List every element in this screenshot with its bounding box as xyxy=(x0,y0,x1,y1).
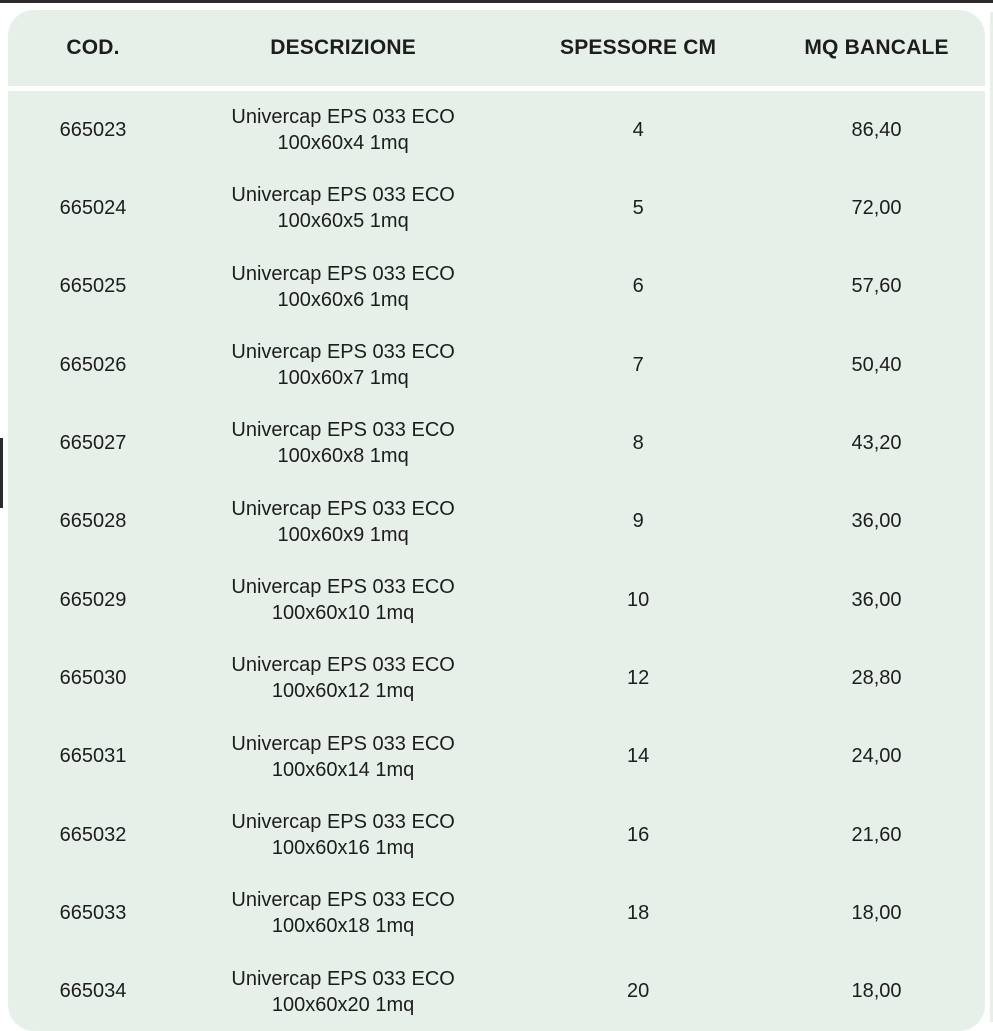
description-line-2: 100x60x5 1mq xyxy=(277,210,409,233)
description-line-2: 100x60x8 1mq xyxy=(277,445,409,468)
table-row xyxy=(8,483,985,561)
table-row xyxy=(8,91,985,169)
spessore-cell: 14 xyxy=(627,745,650,768)
spessore-cell: 8 xyxy=(632,431,644,454)
description-line-1: Univercap EPS 033 ECO xyxy=(231,262,455,285)
description-cell xyxy=(178,182,508,234)
header-cod: COD. xyxy=(66,36,120,59)
description-line-2: 100x60x14 1mq xyxy=(271,758,415,781)
spessore-cell: 12 xyxy=(627,666,650,689)
description-cell xyxy=(178,496,508,548)
spessore-cell: 4 xyxy=(632,118,644,141)
description-line-2: 100x60x20 1mq xyxy=(271,993,415,1016)
spessore-cell: 6 xyxy=(632,275,644,298)
mq-bancale-cell: 21,60 xyxy=(851,823,902,846)
header-descrizione: DESCRIZIONE xyxy=(270,36,416,59)
table-row xyxy=(8,639,985,717)
mq-bancale-cell: 50,40 xyxy=(851,353,902,376)
description-cell xyxy=(178,652,508,704)
description-line-2: 100x60x7 1mq xyxy=(277,367,409,390)
table-row xyxy=(8,796,985,874)
cod-cell: 665028 xyxy=(59,510,127,533)
description-line-1: Univercap EPS 033 ECO xyxy=(231,341,455,364)
cod-cell: 665029 xyxy=(59,588,127,611)
description-cell xyxy=(178,887,508,939)
description-cell xyxy=(178,417,508,469)
spessore-cell: 16 xyxy=(627,823,650,846)
table-body xyxy=(8,91,985,1031)
description-line-1: Univercap EPS 033 ECO xyxy=(231,654,455,677)
mq-bancale-cell: 36,00 xyxy=(851,588,902,611)
description-line-1: Univercap EPS 033 ECO xyxy=(231,576,455,599)
mq-bancale-cell: 43,20 xyxy=(851,431,902,454)
description-line-2: 100x60x16 1mq xyxy=(271,837,415,860)
table-row xyxy=(8,718,985,796)
mq-bancale-cell: 36,00 xyxy=(851,510,902,533)
header-spessore-cm: SPESSORE CM xyxy=(560,36,717,59)
cod-cell: 665026 xyxy=(59,353,127,376)
mq-bancale-cell: 18,00 xyxy=(851,901,902,924)
description-line-2: 100x60x12 1mq xyxy=(271,680,415,703)
header-mq-bancale: MQ BANCALE xyxy=(804,36,949,59)
mq-bancale-cell: 86,40 xyxy=(851,118,902,141)
table-row xyxy=(8,326,985,404)
cod-cell: 665023 xyxy=(59,118,127,141)
description-line-1: Univercap EPS 033 ECO xyxy=(231,419,455,442)
description-line-1: Univercap EPS 033 ECO xyxy=(231,889,455,912)
cod-cell: 665024 xyxy=(59,196,127,219)
table-row xyxy=(8,874,985,952)
cod-cell: 665027 xyxy=(59,431,127,454)
description-cell xyxy=(178,731,508,783)
description-line-2: 100x60x18 1mq xyxy=(271,915,415,938)
description-line-1: Univercap EPS 033 ECO xyxy=(231,732,455,755)
table-row xyxy=(8,561,985,639)
table-header-row xyxy=(8,10,985,91)
cod-cell: 665032 xyxy=(59,823,127,846)
description-cell xyxy=(178,966,508,1018)
product-table-panel xyxy=(8,10,985,1031)
description-cell xyxy=(178,104,508,156)
description-line-2: 100x60x9 1mq xyxy=(277,523,409,546)
table-row xyxy=(8,169,985,247)
description-cell xyxy=(178,339,508,391)
mq-bancale-cell: 28,80 xyxy=(851,666,902,689)
cod-cell: 665031 xyxy=(59,745,127,768)
spessore-cell: 5 xyxy=(632,196,644,219)
description-line-1: Univercap EPS 033 ECO xyxy=(231,497,455,520)
description-line-2: 100x60x4 1mq xyxy=(277,132,409,155)
mq-bancale-cell: 18,00 xyxy=(851,980,902,1003)
cod-cell: 665025 xyxy=(59,275,127,298)
cod-cell: 665030 xyxy=(59,666,127,689)
mq-bancale-cell: 72,00 xyxy=(851,196,902,219)
mq-bancale-cell: 24,00 xyxy=(851,745,902,768)
spessore-cell: 20 xyxy=(627,980,650,1003)
table-row xyxy=(8,953,985,1031)
page-top-edge-line xyxy=(0,0,993,3)
table-row xyxy=(8,404,985,482)
description-cell xyxy=(178,261,508,313)
description-line-1: Univercap EPS 033 ECO xyxy=(231,811,455,834)
cod-cell: 665033 xyxy=(59,901,127,924)
description-line-1: Univercap EPS 033 ECO xyxy=(231,967,455,990)
description-cell xyxy=(178,809,508,861)
spessore-cell: 9 xyxy=(632,510,644,533)
description-cell xyxy=(178,574,508,626)
cod-cell: 665034 xyxy=(59,980,127,1003)
spessore-cell: 7 xyxy=(632,353,644,376)
spessore-cell: 10 xyxy=(627,588,650,611)
description-line-1: Univercap EPS 033 ECO xyxy=(231,106,455,129)
table-row xyxy=(8,248,985,326)
spessore-cell: 18 xyxy=(627,901,650,924)
description-line-2: 100x60x6 1mq xyxy=(277,288,409,311)
scan-artifact-left-mark xyxy=(0,438,3,508)
description-line-2: 100x60x10 1mq xyxy=(271,602,415,625)
mq-bancale-cell: 57,60 xyxy=(851,275,902,298)
description-line-1: Univercap EPS 033 ECO xyxy=(231,184,455,207)
